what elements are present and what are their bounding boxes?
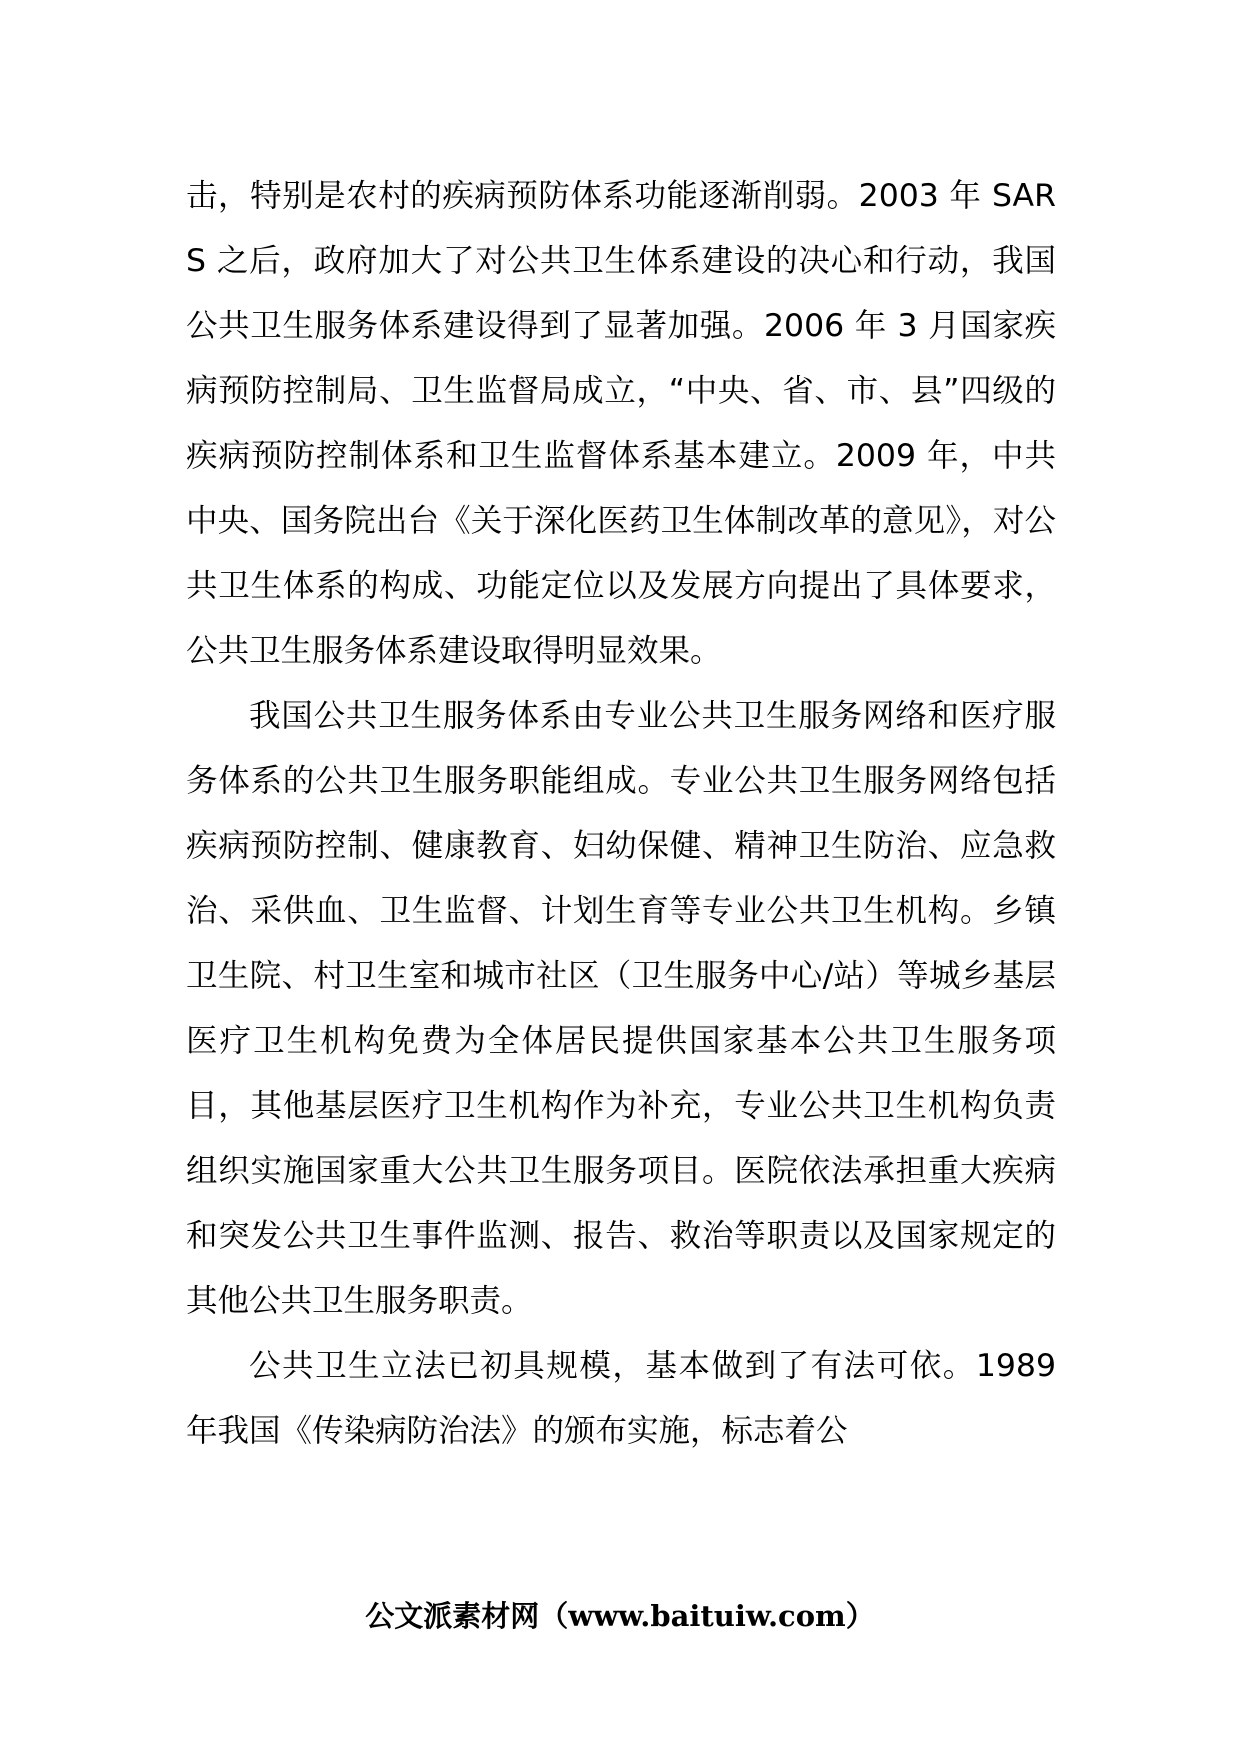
paragraph-continuation: 击，特别是农村的疾病预防体系功能逐渐削弱。2003 年 SARS 之后，政府加大了对公共卫生体系建设的决心和行动，我国公共卫生服务体系建设得到了显著加强。2006 年 3 月国家疾病预防控制局、卫生监督局成立，“中央、省、市、县”四级的疾病预防控制体系和卫生监督体系基本建立。2009 年，中共中央、国务院出台《关于深化医药卫生体制改革的意见》，对公共卫生体系的构成、功能定位以及发展方向提出了具体要求，公共卫生服务体系建设取得明显效果。 bbox=[186, 178, 1056, 669]
paragraph-service-system: 我国公共卫生服务体系由专业公共卫生服务网络和医疗服务体系的公共卫生服务职能组成。专业公共卫生服务网络包括疾病预防控制、健康教育、妇幼保健、精神卫生防治、应急救治、采供血、卫生监督、计划生育等专业公共卫生机构。乡镇卫生院、村卫生室和城市社区（卫生服务中心/站）等城乡基层医疗卫生机构免费为全体居民提供国家基本公共卫生服务项目，其他基层医疗卫生机构作为补充，专业公共卫生机构负责组织实施国家重大公共卫生服务项目。医院依法承担重大疾病和突发公共卫生事件监测、报告、救治等职责以及国家规定的其他公共卫生服务职责。 bbox=[186, 698, 1056, 1319]
paragraph-legislation: 公共卫生立法已初具规模，基本做到了有法可依。1989 年我国《传染病防治法》的颁布实施，标志着公 bbox=[186, 1348, 1056, 1449]
document-body bbox=[186, 164, 1056, 1464]
footer-watermark: 公文派素材网（www.baituiw.com） bbox=[365, 1599, 875, 1633]
